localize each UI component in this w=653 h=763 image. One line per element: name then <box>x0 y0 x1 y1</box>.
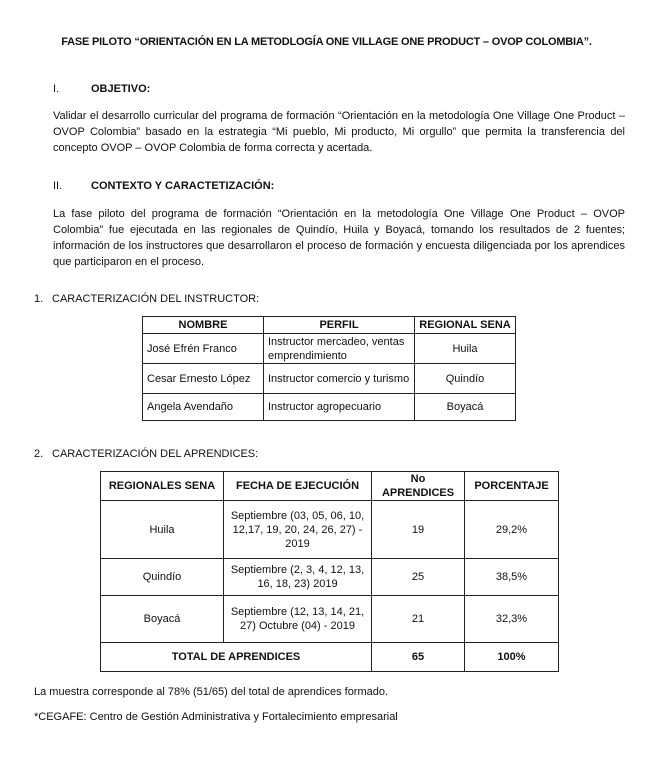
cell-count: 19 <box>372 501 465 559</box>
cell-percent: 29,2% <box>465 501 559 559</box>
table-header-row <box>101 472 559 501</box>
table-row <box>101 596 559 643</box>
list-item-instructor <box>34 293 259 305</box>
list-number: 2. <box>34 448 44 460</box>
list-label: CARACTERIZACIÓN DEL APRENDICES: <box>52 448 259 460</box>
cell-regional: Quindío <box>415 364 516 394</box>
total-label: TOTAL DE APRENDICES <box>101 643 372 672</box>
apprentice-table <box>100 471 559 672</box>
header-fecha: FECHA DE EJECUCIÓN <box>224 472 372 501</box>
cell-regional: Quindío <box>101 559 224 596</box>
list-number: 1. <box>34 293 44 305</box>
cell-perfil: Instructor comercio y turismo <box>264 364 415 394</box>
cell-perfil: Instructor agropecuario <box>264 394 415 421</box>
header-no-aprendices: No APRENDICES <box>372 472 465 501</box>
cell-nombre: José Efrén Franco <box>143 334 264 364</box>
section-number: I. <box>53 83 60 95</box>
cell-count: 25 <box>372 559 465 596</box>
cell-regional: Boyacá <box>415 394 516 421</box>
list-item-aprendices <box>34 448 258 460</box>
section-number: II. <box>53 180 63 192</box>
header-porcentaje: PORCENTAJE <box>465 472 559 501</box>
table-row <box>143 334 516 364</box>
table-row <box>143 394 516 421</box>
sample-note: La muestra corresponde al 78% (51/65) del total de aprendices formado. <box>34 686 389 698</box>
total-count: 65 <box>372 643 465 672</box>
cell-perfil: Instructor mercadeo, ventas emprendimiento <box>264 334 415 364</box>
cell-nombre: Cesar Ernesto López <box>143 364 264 394</box>
section-objetivo-body: Validar el desarrollo curricular del programa de formación “Orientación en la metodología One Village One Product – OVOP Colombia” basado en la estrategia “Mi pueblo, Mi producto, Mi orgullo” que permita la transferencia del concepto OVOP – OVOP Colombia de forma correcta y acertada. <box>53 110 625 154</box>
cell-percent: 32,3% <box>465 596 559 643</box>
cell-nombre: Angela Avendaño <box>143 394 264 421</box>
cell-count: 21 <box>372 596 465 643</box>
header-perfil: PERFIL <box>264 317 415 334</box>
cell-fecha: Septiembre (03, 05, 06, 10, 12,17, 19, 20, 24, 26, 27) - 2019 <box>224 501 372 559</box>
cell-regional: Boyacá <box>101 596 224 643</box>
cell-fecha: Septiembre (2, 3, 4, 12, 13, 16, 18, 23) 2019 <box>224 559 372 596</box>
header-regionales: REGIONALES SENA <box>101 472 224 501</box>
cell-regional: Huila <box>101 501 224 559</box>
instructor-table <box>142 316 516 421</box>
header-regional: REGIONAL SENA <box>415 317 516 334</box>
table-header-row <box>143 317 516 334</box>
table-row <box>101 559 559 596</box>
cell-percent: 38,5% <box>465 559 559 596</box>
cell-fecha: Septiembre (12, 13, 14, 21, 27) Octubre (04) - 2019 <box>224 596 372 643</box>
table-row <box>143 364 516 394</box>
document-title: FASE PILOTO “ORIENTACIÓN EN LA METODLOGÍA ONE VILLAGE ONE PRODUCT – OVOP COLOMBIA”. <box>61 36 592 48</box>
header-nombre: NOMBRE <box>143 317 264 334</box>
table-row <box>101 501 559 559</box>
section-heading: OBJETIVO: <box>91 83 151 95</box>
total-percent: 100% <box>465 643 559 672</box>
section-contexto-body: La fase piloto del programa de formación “Orientación en la metodología One Village One Product – OVOP Colombia” fue ejecutada en las regionales de Quindío, Huila y Boyacá, tomando los resultados de 2 fuentes; información de los instructores que desarrollaron el proceso de formación y encuesta diligenciada por los aprendices que participaron en el proceso. <box>53 208 625 268</box>
cell-regional: Huila <box>415 334 516 364</box>
cegafe-footnote: *CEGAFE: Centro de Gestión Administrativa y Fortalecimiento empresarial <box>34 711 398 723</box>
section-heading: CONTEXTO Y CARACTETIZACIÓN: <box>91 180 275 192</box>
list-label: CARACTERIZACIÓN DEL INSTRUCTOR: <box>52 293 260 305</box>
table-total-row <box>101 643 559 672</box>
